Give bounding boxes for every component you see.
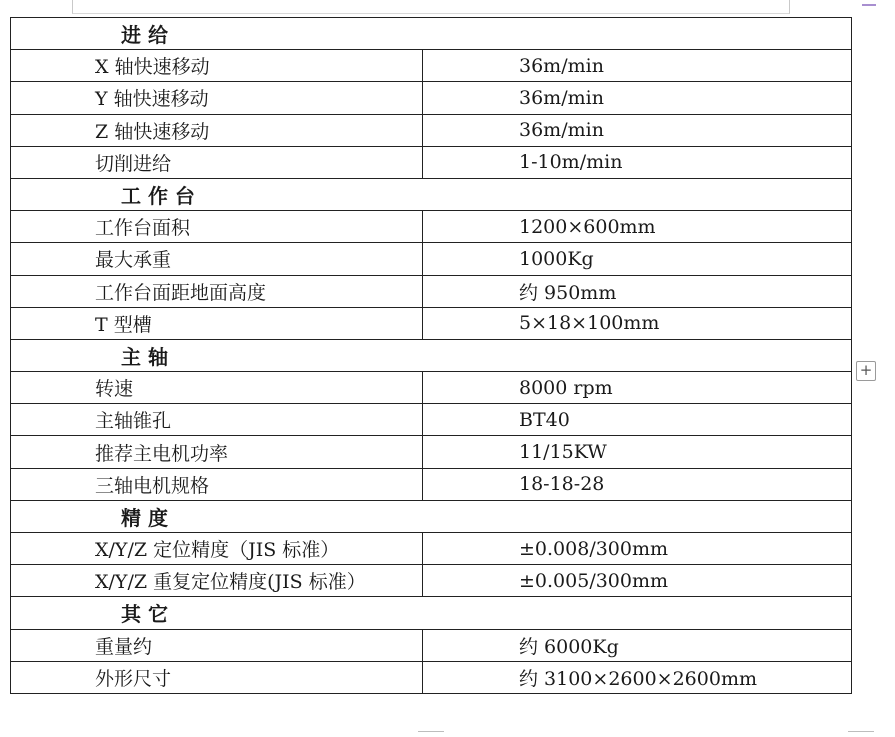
spec-value: 8000 rpm (423, 372, 852, 404)
spec-label: 重量约 (11, 629, 423, 661)
spec-label: 推荐主电机功率 (11, 436, 423, 468)
spec-value: ±0.008/300mm (423, 533, 852, 565)
spec-label: Z 轴快速移动 (11, 114, 423, 146)
spec-value: 11/15KW (423, 436, 852, 468)
spec-value: 36m/min (423, 82, 852, 114)
spec-value: 36m/min (423, 114, 852, 146)
section-title: 其 它 (11, 597, 423, 629)
spec-label: 工作台面距地面高度 (11, 275, 423, 307)
spec-label: X/Y/Z 定位精度（JIS 标准） (11, 533, 423, 565)
spec-table (10, 17, 852, 694)
table-row (11, 146, 852, 178)
spec-label: T 型槽 (11, 307, 423, 339)
section-header-row (11, 500, 852, 532)
section-blank-cell (423, 178, 852, 210)
spec-label: 主轴锥孔 (11, 404, 423, 436)
section-blank-cell (423, 339, 852, 371)
table-row (11, 114, 852, 146)
spec-value: 1000Kg (423, 243, 852, 275)
section-blank-cell (423, 597, 852, 629)
corner-mark (862, 0, 876, 6)
previous-page-edge (72, 0, 790, 14)
spec-value: BT40 (423, 404, 852, 436)
spec-value: 1-10m/min (423, 146, 852, 178)
section-title: 精 度 (11, 500, 423, 532)
next-page-edge (848, 731, 874, 737)
spec-label: Y 轴快速移动 (11, 82, 423, 114)
expand-plus-button[interactable]: + (856, 361, 876, 381)
spec-value: 约 6000Kg (423, 629, 852, 661)
spec-label: X/Y/Z 重复定位精度(JIS 标准） (11, 565, 423, 597)
spec-value: 1200×600mm (423, 211, 852, 243)
table-row (11, 307, 852, 339)
section-blank-cell (423, 500, 852, 532)
table-row (11, 243, 852, 275)
table-row (11, 211, 852, 243)
spec-label: X 轴快速移动 (11, 50, 423, 82)
spec-value: ±0.005/300mm (423, 565, 852, 597)
table-row (11, 82, 852, 114)
table-row (11, 50, 852, 82)
spec-label: 三轴电机规格 (11, 468, 423, 500)
section-header-row (11, 339, 852, 371)
section-title: 工 作 台 (11, 178, 423, 210)
spec-value: 5×18×100mm (423, 307, 852, 339)
table-row (11, 468, 852, 500)
section-blank-cell (423, 18, 852, 50)
section-header-row (11, 18, 852, 50)
table-row (11, 565, 852, 597)
spec-label: 外形尺寸 (11, 661, 423, 693)
spec-label: 切削进给 (11, 146, 423, 178)
spec-value: 约 3100×2600×2600mm (423, 661, 852, 693)
section-header-row (11, 597, 852, 629)
table-row (11, 533, 852, 565)
spec-value: 约 950mm (423, 275, 852, 307)
next-page-edge (418, 731, 444, 737)
table-row (11, 436, 852, 468)
spec-value: 18-18-28 (423, 468, 852, 500)
spec-label: 最大承重 (11, 243, 423, 275)
table-row (11, 629, 852, 661)
table-row (11, 661, 852, 693)
section-header-row (11, 178, 852, 210)
spec-value: 36m/min (423, 50, 852, 82)
table-row (11, 372, 852, 404)
spec-label: 转速 (11, 372, 423, 404)
table-row (11, 275, 852, 307)
section-title: 进 给 (11, 18, 423, 50)
table-row (11, 404, 852, 436)
spec-label: 工作台面积 (11, 211, 423, 243)
section-title: 主 轴 (11, 339, 423, 371)
